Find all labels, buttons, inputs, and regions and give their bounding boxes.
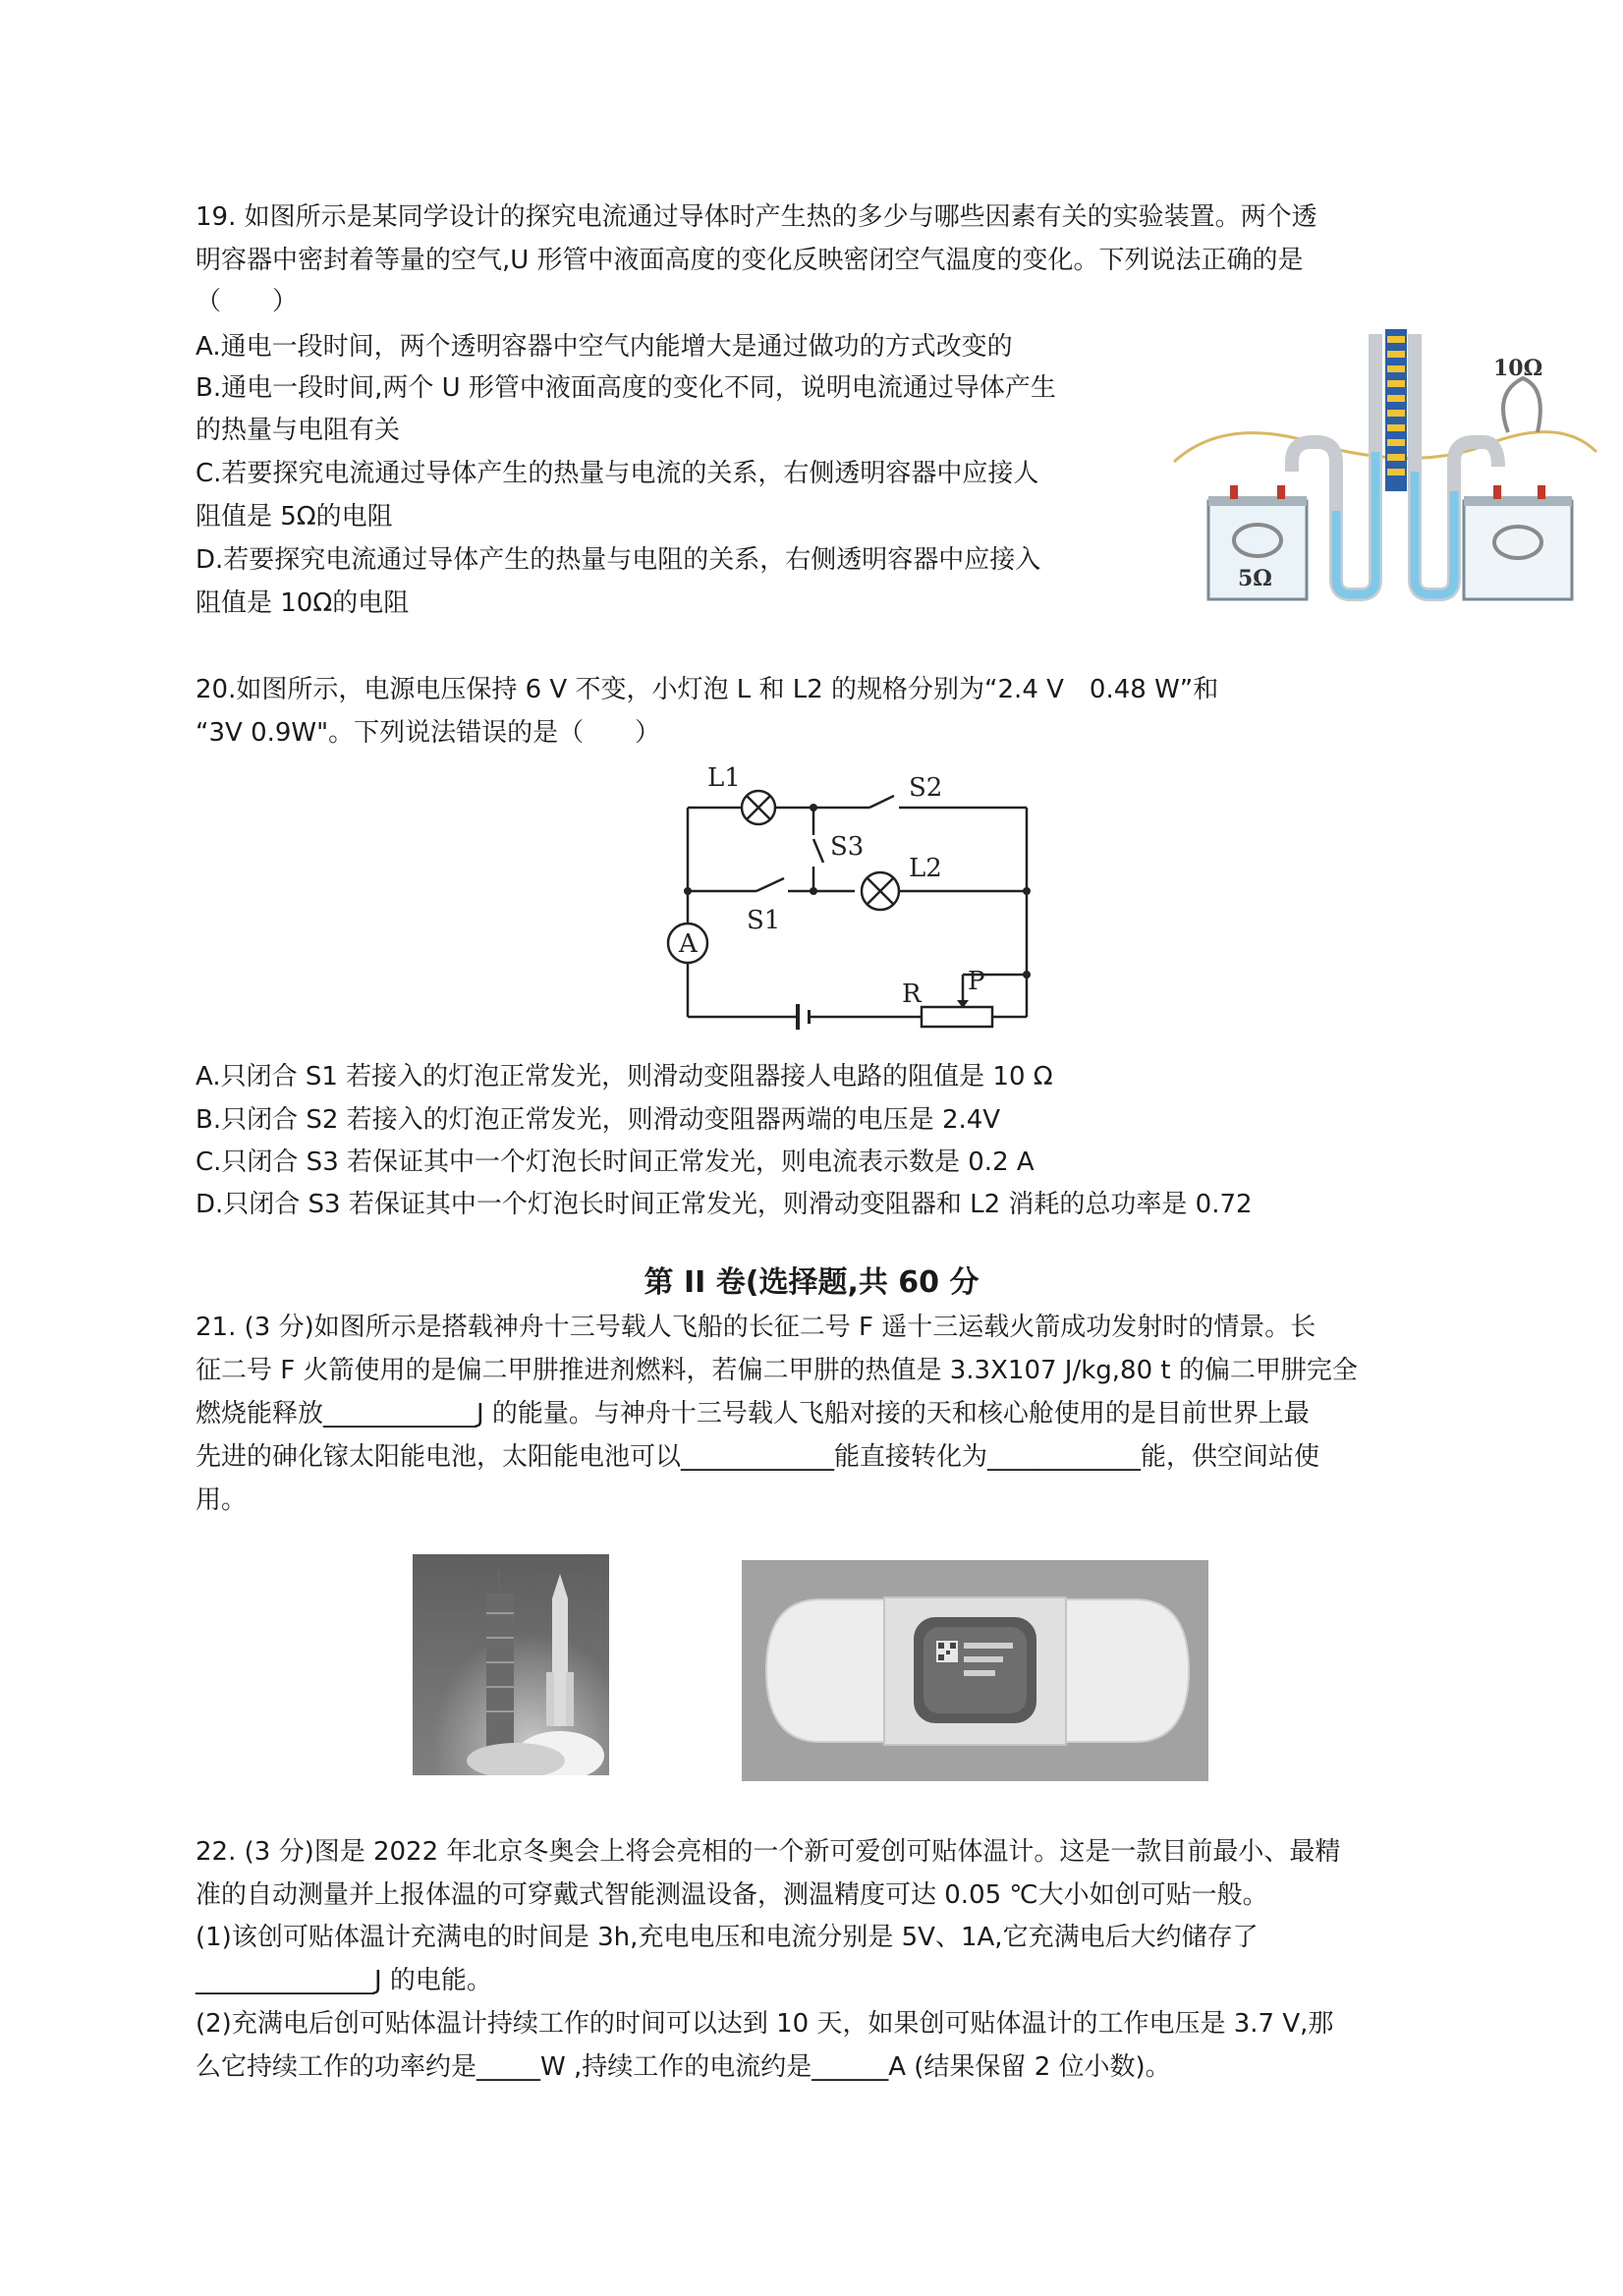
q21-line-1: 21. (3 分)如图所示是搭载神舟十三号载人飞船的长征二号 F 遥十三运载火箭成功发射时的情景。长 <box>196 1313 1316 1342</box>
q19-option-c-2: 阻值是 5Ω的电阻 <box>196 502 393 532</box>
rocket-launch-photo <box>413 1554 609 1775</box>
label-r: R <box>902 980 922 1009</box>
q21-line-4: 先进的砷化镓太阳能电池，太阳能电池可以____________能直接转化为____________能，供空间站使 <box>196 1442 1320 1472</box>
label-s2: S2 <box>909 773 943 803</box>
q19-apparatus-figure <box>1169 324 1601 604</box>
label-l2: L2 <box>909 854 942 883</box>
q19-option-d-2: 阻值是 10Ω的电阻 <box>196 588 410 618</box>
label-s1: S1 <box>747 906 781 935</box>
q20-line-2: “3V 0.9W"。下列说法错误的是（ ） <box>196 718 661 748</box>
q20-option-d: D.只闭合 S3 若保证其中一个灯泡长时间正常发光，则滑动变阻器和 L2 消耗的总功率是 0.72 <box>196 1190 1253 1219</box>
q21-line-2: 征二号 F 火箭使用的是偏二甲肼推进剂燃料，若偏二甲肼的热值是 3.3X107 J/kg,80 t 的偏二甲肼完全 <box>196 1356 1358 1385</box>
q20-circuit-diagram <box>648 756 1061 1032</box>
q20-option-c: C.只闭合 S3 若保证其中一个灯泡长时间正常发光，则电流表示数是 0.2 A <box>196 1148 1035 1177</box>
q19-line-3: （ ） <box>196 287 299 316</box>
q20-line-1: 20.如图所示，电源电压保持 6 V 不变，小灯泡 L 和 L2 的规格分别为“2.4 V 0.48 W”和 <box>196 675 1219 704</box>
q19-line-1: 19. 如图所示是某同学设计的探究电流通过导体时产生热的多少与哪些因素有关的实验装置。两个透 <box>196 202 1317 232</box>
patch-thermometer-photo <box>742 1560 1208 1781</box>
q19-label-10ohm: 10Ω <box>1493 356 1543 381</box>
q19-option-b-1: B.通电一段时间,两个 U 形管中液面高度的变化不同，说明电流通过导体产生 <box>196 373 1056 403</box>
q20-option-a: A.只闭合 S1 若接入的灯泡正常发光，则滑动变阻器接人电路的阻值是 10 Ω <box>196 1062 1053 1092</box>
label-ammeter: A <box>679 929 698 959</box>
q22-line-5: (2)充满电后创可贴体温计持续工作的时间可以达到 10 天，如果创可贴体温计的工作电压是 3.7 V,那 <box>196 2009 1334 2039</box>
q21-line-3: 燃烧能释放____________J 的能量。与神舟十三号载人飞船对接的天和核心舱使用的是目前世界上最 <box>196 1399 1310 1428</box>
q19-line-2: 明容器中密封着等量的空气,U 形管中液面高度的变化反映密闭空气温度的变化。下列说法正确的是 <box>196 246 1304 275</box>
q21-line-5: 用。 <box>196 1485 248 1515</box>
label-l1: L1 <box>707 763 741 793</box>
q22-line-1: 22. (3 分)图是 2022 年北京冬奥会上将会亮相的一个新可爱创可贴体温计。这是一款目前最小、最精 <box>196 1837 1341 1867</box>
section-title: 第 II 卷(选择题,共 60 分 <box>644 1265 979 1300</box>
label-s3: S3 <box>830 832 865 862</box>
q22-line-4: ______________J 的电能。 <box>196 1966 492 1995</box>
q19-label-5ohm: 5Ω <box>1238 566 1272 591</box>
q22-line-6: 么它持续工作的功率约是_____W ,持续工作的电流约是______A (结果保留 2 位小数)。 <box>196 2052 1171 2082</box>
q20-option-b: B.只闭合 S2 若接入的灯泡正常发光，则滑动变阻器两端的电压是 2.4V <box>196 1105 1001 1135</box>
label-p: P <box>968 967 985 996</box>
q19-option-c-1: C.若要探究电流通过导体产生的热量与电流的关系，右侧透明容器中应接人 <box>196 459 1039 488</box>
q19-option-b-2: 的热量与电阻有关 <box>196 416 401 445</box>
q22-line-3: (1)该创可贴体温计充满电的时间是 3h,充电电压和电流分别是 5V、1A,它充满电后大约储存了 <box>196 1923 1259 1952</box>
q19-option-d-1: D.若要探究电流通过导体产生的热量与电阻的关系，右侧透明容器中应接入 <box>196 545 1041 575</box>
q22-line-2: 准的自动测量并上报体温的可穿戴式智能测温设备，测温精度可达 0.05 ℃大小如创可贴一般。 <box>196 1880 1268 1910</box>
q19-option-a: A.通电一段时间，两个透明容器中空气内能增大是通过做功的方式改变的 <box>196 332 1013 362</box>
